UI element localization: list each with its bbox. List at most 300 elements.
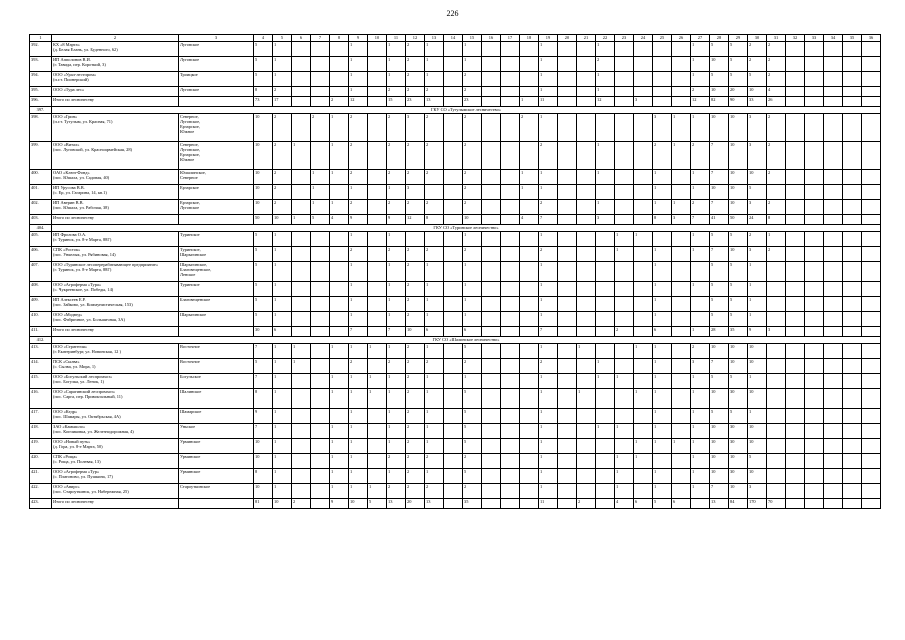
value-cell: 35 <box>463 499 482 509</box>
value-cell: 1 <box>691 57 710 72</box>
value-cell <box>444 72 463 87</box>
row-number: 419. <box>30 439 52 454</box>
value-cell: 1 <box>539 232 558 247</box>
value-cell: 1 <box>292 359 311 374</box>
value-cell: 10 <box>349 499 368 509</box>
value-cell: 1 <box>349 439 368 454</box>
value-cell <box>520 142 539 170</box>
organization-cell: ООО «Кедр» (пос. Шамары, ул. Октябрьская, 4А) <box>52 409 179 424</box>
value-cell <box>558 142 577 170</box>
header-cell: 1 <box>30 35 52 42</box>
value-cell: 10 <box>729 170 748 185</box>
value-cell: 1 <box>349 374 368 389</box>
value-cell <box>558 232 577 247</box>
value-cell: 1 <box>425 297 444 312</box>
value-cell <box>862 142 881 170</box>
value-cell <box>824 297 843 312</box>
value-cell: 2 <box>539 200 558 215</box>
value-cell <box>330 312 349 327</box>
value-cell <box>520 374 539 389</box>
value-cell: 1 <box>425 424 444 439</box>
value-cell: 3 <box>691 359 710 374</box>
value-cell: 1 <box>691 72 710 87</box>
value-cell <box>292 374 311 389</box>
value-cell <box>786 484 805 499</box>
value-cell <box>577 282 596 297</box>
value-cell <box>368 282 387 297</box>
value-cell <box>558 114 577 142</box>
value-cell <box>311 297 330 312</box>
value-cell <box>482 344 501 359</box>
value-cell: 2 <box>273 170 292 185</box>
value-cell: 1 <box>615 374 634 389</box>
value-cell: 7 <box>710 142 729 170</box>
organization-cell: ООО «Туринское лесоперерабатывающее предприятие» (г. Туринск, ул. 8-е Марта, 88Г) <box>52 262 179 282</box>
value-cell: 1 <box>387 297 406 312</box>
value-cell: 1 <box>520 97 539 107</box>
value-cell <box>482 57 501 72</box>
table-row <box>30 389 881 409</box>
value-cell: 81 <box>254 499 273 509</box>
value-cell <box>368 469 387 484</box>
value-cell: 1 <box>748 297 767 312</box>
value-cell: 5 <box>254 42 273 57</box>
value-cell: 2 <box>406 344 425 359</box>
value-cell: 1 <box>539 87 558 97</box>
value-cell <box>482 282 501 297</box>
value-cell: 10 <box>254 439 273 454</box>
value-cell <box>596 185 615 200</box>
table-header-row <box>30 35 881 42</box>
value-cell <box>843 42 862 57</box>
row-number: 408. <box>30 282 52 297</box>
value-cell: 2 <box>273 185 292 200</box>
value-cell <box>482 409 501 424</box>
organization-cell: Итого по лесничеству <box>52 215 179 225</box>
value-cell: 30 <box>254 327 273 337</box>
value-cell: 1 <box>273 359 292 374</box>
value-cell <box>501 389 520 409</box>
value-cell <box>634 42 653 57</box>
value-cell <box>824 87 843 97</box>
value-cell: 2 <box>387 142 406 170</box>
value-cell: 5 <box>748 185 767 200</box>
value-cell: 10 <box>254 484 273 499</box>
value-cell: 2 <box>406 312 425 327</box>
value-cell <box>596 499 615 509</box>
value-cell: 5 <box>748 72 767 87</box>
district-cell <box>179 215 254 225</box>
value-cell <box>805 215 824 225</box>
value-cell <box>786 262 805 282</box>
value-cell <box>577 409 596 424</box>
value-cell: 1 <box>273 484 292 499</box>
value-cell <box>596 439 615 454</box>
value-cell: 1 <box>539 454 558 469</box>
value-cell <box>615 87 634 97</box>
value-cell: 1 <box>330 424 349 439</box>
value-cell <box>501 439 520 454</box>
value-cell: 20 <box>406 499 425 509</box>
table-row <box>30 312 881 327</box>
district-cell: Туринское <box>179 282 254 297</box>
value-cell <box>311 42 330 57</box>
value-cell <box>843 312 862 327</box>
value-cell <box>805 469 824 484</box>
value-cell: 5 <box>254 282 273 297</box>
value-cell: 1 <box>273 469 292 484</box>
value-cell <box>482 312 501 327</box>
value-cell <box>653 97 672 107</box>
value-cell: 1 <box>596 424 615 439</box>
value-cell <box>501 87 520 97</box>
value-cell <box>672 170 691 185</box>
value-cell <box>520 312 539 327</box>
value-cell <box>786 327 805 337</box>
value-cell: 10 <box>710 424 729 439</box>
district-cell: Благовещенское <box>179 297 254 312</box>
district-cell: Урминское <box>179 454 254 469</box>
value-cell <box>501 185 520 200</box>
value-cell: 2 <box>311 114 330 142</box>
value-cell <box>862 200 881 215</box>
value-cell: 10 <box>254 170 273 185</box>
value-cell: 2 <box>767 114 786 142</box>
value-cell: 2 <box>748 57 767 72</box>
value-cell: 1 <box>539 114 558 142</box>
value-cell <box>843 262 862 282</box>
value-cell <box>843 469 862 484</box>
value-cell: 12 <box>406 215 425 225</box>
value-cell: 7 <box>387 327 406 337</box>
value-cell: 4 <box>767 87 786 97</box>
value-cell: 2 <box>273 87 292 97</box>
value-cell: 2 <box>767 142 786 170</box>
value-cell: 11 <box>539 499 558 509</box>
value-cell <box>805 72 824 87</box>
table-row <box>30 232 881 247</box>
value-cell: 2 <box>387 87 406 97</box>
value-cell <box>558 262 577 282</box>
value-cell <box>824 72 843 87</box>
value-cell <box>330 232 349 247</box>
header-cell: 2 <box>52 35 179 42</box>
value-cell: 1 <box>330 200 349 215</box>
value-cell <box>843 97 862 107</box>
value-cell <box>501 359 520 374</box>
value-cell <box>596 247 615 262</box>
value-cell <box>482 247 501 262</box>
row-number: 404. <box>30 225 52 232</box>
value-cell <box>767 297 786 312</box>
value-cell: 1 <box>691 247 710 262</box>
value-cell <box>444 359 463 374</box>
value-cell <box>520 282 539 297</box>
value-cell: 1 <box>425 312 444 327</box>
district-cell <box>179 97 254 107</box>
value-cell <box>786 359 805 374</box>
value-cell: 10 <box>710 439 729 454</box>
value-cell <box>577 327 596 337</box>
value-cell <box>577 215 596 225</box>
table-row <box>30 262 881 282</box>
value-cell: 1 <box>273 72 292 87</box>
value-cell: 1 <box>387 389 406 409</box>
value-cell: 3 <box>748 484 767 499</box>
organization-cell: ИП Алексеев Е.Р. (пос. Зайково, ул. Коммунистическая, 153) <box>52 297 179 312</box>
value-cell: 1 <box>349 72 368 87</box>
value-cell <box>520 327 539 337</box>
value-cell: 1 <box>463 312 482 327</box>
value-cell <box>368 359 387 374</box>
value-cell: 35 <box>729 327 748 337</box>
value-cell: 1 <box>539 262 558 282</box>
value-cell: 1 <box>349 424 368 439</box>
value-cell <box>843 499 862 509</box>
value-cell <box>862 185 881 200</box>
value-cell: 5 <box>368 499 387 509</box>
value-cell <box>311 142 330 170</box>
value-cell: 2 <box>406 42 425 57</box>
value-cell: 5 <box>463 439 482 454</box>
organization-cell: Итого по лесничеству <box>52 499 179 509</box>
value-cell: 1 <box>463 42 482 57</box>
organization-cell: Итого по лесничеству <box>52 327 179 337</box>
value-cell: 1 <box>349 282 368 297</box>
header-cell: 35 <box>843 35 862 42</box>
value-cell <box>691 499 710 509</box>
value-cell <box>596 409 615 424</box>
value-cell <box>805 42 824 57</box>
value-cell: 10 <box>748 439 767 454</box>
value-cell <box>672 262 691 282</box>
value-cell <box>368 232 387 247</box>
row-number: 417. <box>30 409 52 424</box>
value-cell: 2 <box>653 142 672 170</box>
district-cell: Троицкое <box>179 72 254 87</box>
value-cell <box>691 297 710 312</box>
table-row <box>30 87 881 97</box>
value-cell <box>862 454 881 469</box>
value-cell: 13 <box>387 499 406 509</box>
value-cell: 1 <box>615 424 634 439</box>
value-cell <box>577 57 596 72</box>
row-number: 418. <box>30 424 52 439</box>
value-cell <box>596 282 615 297</box>
value-cell: 6 <box>273 327 292 337</box>
value-cell <box>672 297 691 312</box>
table-row <box>30 42 881 57</box>
value-cell <box>615 282 634 297</box>
value-cell <box>558 282 577 297</box>
row-number: 402. <box>30 200 52 215</box>
value-cell <box>805 170 824 185</box>
row-number: 420. <box>30 454 52 469</box>
value-cell <box>805 262 824 282</box>
header-cell: 10 <box>368 35 387 42</box>
value-cell: 10 <box>729 185 748 200</box>
value-cell <box>444 424 463 439</box>
header-cell: 26 <box>672 35 691 42</box>
value-cell <box>292 97 311 107</box>
district-cell: Шарыгинское, Благовещенское, Ленское <box>179 262 254 282</box>
value-cell: 2 <box>425 200 444 215</box>
row-number: 421. <box>30 469 52 484</box>
row-number: 405. <box>30 232 52 247</box>
value-cell <box>634 200 653 215</box>
value-cell: 1 <box>463 282 482 297</box>
organization-cell: ООО «Новый путь» (д. Гора, ул. 8-е Марта, 50) <box>52 439 179 454</box>
value-cell: 1 <box>425 374 444 389</box>
value-cell: 1 <box>672 439 691 454</box>
value-cell <box>615 389 634 409</box>
value-cell: 2 <box>425 247 444 262</box>
value-cell <box>368 142 387 170</box>
value-cell: 1 <box>653 389 672 409</box>
value-cell <box>292 484 311 499</box>
value-cell <box>805 142 824 170</box>
value-cell <box>444 114 463 142</box>
value-cell <box>368 297 387 312</box>
value-cell: 5 <box>710 262 729 282</box>
value-cell <box>767 282 786 297</box>
value-cell <box>672 409 691 424</box>
value-cell: 9 <box>387 215 406 225</box>
value-cell <box>767 484 786 499</box>
value-cell: 2 <box>463 87 482 97</box>
value-cell <box>558 389 577 409</box>
district-cell: Луговское <box>179 57 254 72</box>
value-cell: 10 <box>254 114 273 142</box>
value-cell <box>501 424 520 439</box>
value-cell: 1 <box>425 57 444 72</box>
value-cell <box>824 42 843 57</box>
organization-cell: ООО «Богульский леспромхоз» (пос. Богулка, ул. Ленок, 1) <box>52 374 179 389</box>
value-cell: 23 <box>463 97 482 107</box>
value-cell <box>615 185 634 200</box>
value-cell <box>577 232 596 247</box>
value-cell <box>843 359 862 374</box>
organization-cell: СПК «Роща» (с. Роща, ул. Полевая, 13) <box>52 454 179 469</box>
value-cell <box>824 97 843 107</box>
value-cell <box>634 57 653 72</box>
value-cell: 7 <box>254 374 273 389</box>
value-cell <box>482 454 501 469</box>
value-cell <box>653 57 672 72</box>
row-number: 393. <box>30 57 52 72</box>
value-cell <box>577 185 596 200</box>
value-cell <box>311 327 330 337</box>
value-cell: 41 <box>710 215 729 225</box>
section-title: ГКУ СО «Шалинское лесничество» <box>52 337 881 344</box>
value-cell: 1 <box>463 297 482 312</box>
value-cell <box>482 389 501 409</box>
value-cell: 9 <box>748 327 767 337</box>
value-cell: 1 <box>330 170 349 185</box>
row-number: 397. <box>30 107 52 114</box>
value-cell <box>786 499 805 509</box>
value-cell: 70 <box>767 499 786 509</box>
organization-cell: ИП Фролова О.А. (г. Туринск, ул. 8-е Марта, 88Г) <box>52 232 179 247</box>
value-cell <box>843 327 862 337</box>
organization-cell: ОАО «Ключ-Фонд» (пос. Юшала, ул. Садовая, 40) <box>52 170 179 185</box>
organization-cell: ИП Урусова В.В. (с. Ер, ул. Гагарина, 14, кв.1) <box>52 185 179 200</box>
value-cell: 82 <box>710 97 729 107</box>
value-cell: 1 <box>349 42 368 57</box>
value-cell <box>843 247 862 262</box>
value-cell: 33 <box>748 97 767 107</box>
value-cell: 1 <box>330 142 349 170</box>
value-cell: 17 <box>273 97 292 107</box>
value-cell <box>824 114 843 142</box>
value-cell: 5 <box>729 42 748 57</box>
value-cell <box>596 297 615 312</box>
value-cell: 2 <box>463 170 482 185</box>
table-row <box>30 439 881 454</box>
value-cell <box>311 262 330 282</box>
value-cell <box>520 262 539 282</box>
organization-cell: КХ «8 Марта» (д. Белая Елань, ул. Буденного, 62) <box>52 42 179 57</box>
value-cell <box>368 185 387 200</box>
value-cell <box>501 232 520 247</box>
table-row <box>30 72 881 87</box>
value-cell: 5 <box>653 499 672 509</box>
value-cell: 2 <box>349 170 368 185</box>
value-cell <box>672 344 691 359</box>
value-cell <box>292 72 311 87</box>
header-cell: 18 <box>520 35 539 42</box>
value-cell: 1 <box>748 282 767 297</box>
value-cell <box>862 439 881 454</box>
value-cell <box>292 232 311 247</box>
value-cell <box>368 327 387 337</box>
value-cell <box>615 215 634 225</box>
value-cell: 3 <box>748 247 767 262</box>
value-cell <box>425 232 444 247</box>
value-cell <box>577 142 596 170</box>
organization-cell: ООО «Витал» (пос. Луговской, ул. Красноармейская, 28) <box>52 142 179 170</box>
value-cell: 10 <box>710 344 729 359</box>
value-cell: 2 <box>406 170 425 185</box>
value-cell: 5 <box>254 232 273 247</box>
value-cell: 1 <box>273 374 292 389</box>
page-number: 226 <box>446 9 459 18</box>
value-cell <box>634 469 653 484</box>
value-cell <box>368 57 387 72</box>
value-cell <box>558 454 577 469</box>
organization-cell: ООО «Агроферма «Тура» (с. Чукреевское, ул. Победы, 14) <box>52 282 179 297</box>
value-cell <box>672 247 691 262</box>
value-cell: 1 <box>596 142 615 170</box>
value-cell <box>444 170 463 185</box>
value-cell <box>843 439 862 454</box>
value-cell <box>862 247 881 262</box>
value-cell <box>577 200 596 215</box>
header-cell: 33 <box>805 35 824 42</box>
value-cell <box>596 262 615 282</box>
value-cell <box>444 312 463 327</box>
table-row <box>30 484 881 499</box>
value-cell <box>501 297 520 312</box>
value-cell: 7 <box>254 344 273 359</box>
table-row <box>30 247 881 262</box>
header-cell: 12 <box>406 35 425 42</box>
value-cell <box>292 424 311 439</box>
value-cell <box>653 454 672 469</box>
row-number: 422. <box>30 484 52 499</box>
value-cell: 1 <box>691 409 710 424</box>
value-cell <box>577 87 596 97</box>
